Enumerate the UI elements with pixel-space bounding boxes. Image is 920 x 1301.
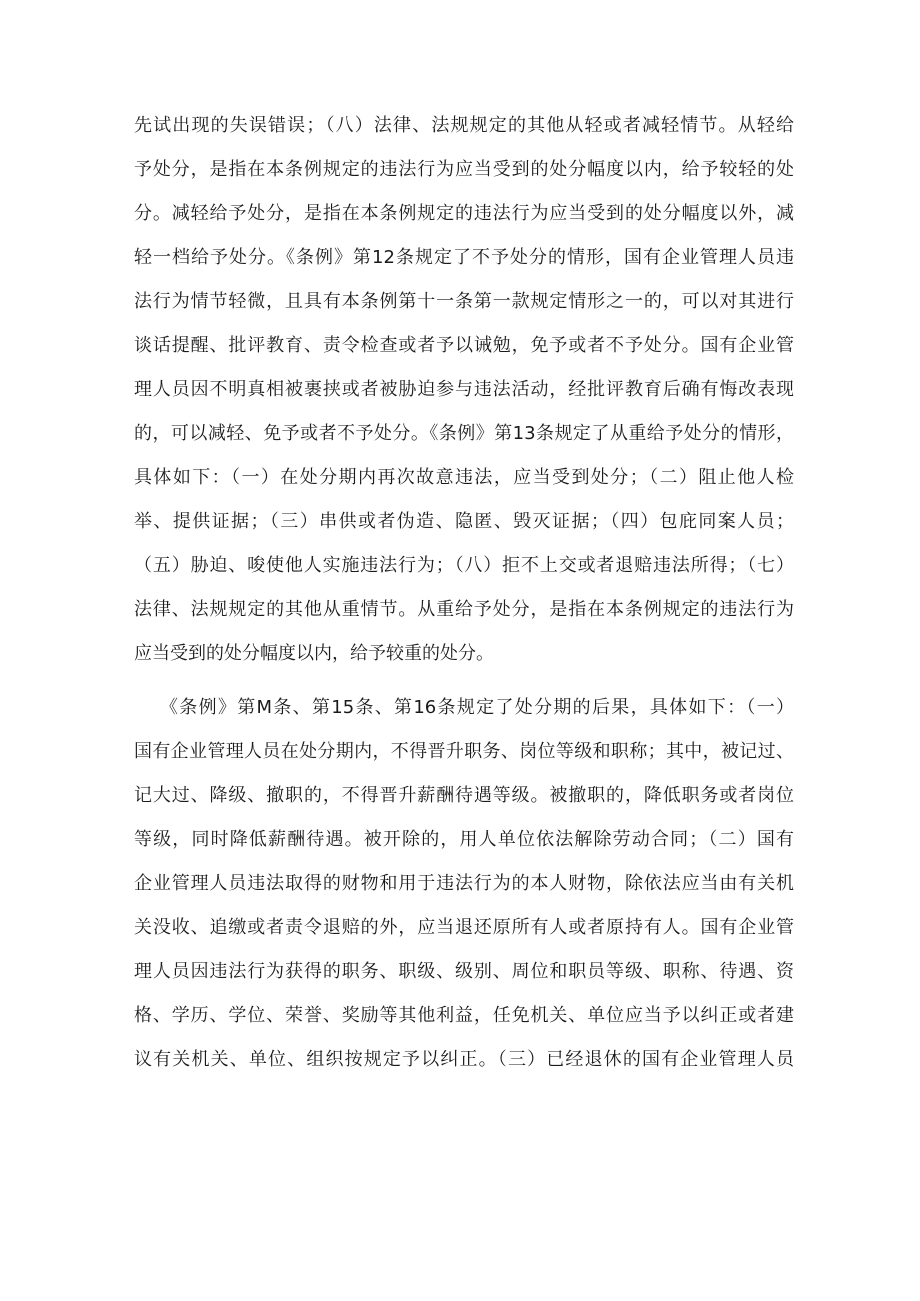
paragraph-1-line-2: 予处分，是指在本条例规定的违法行为应当受到的处分幅度以内，给予较轻的处 xyxy=(134,159,794,180)
paragraph-2-line-2: 国有企业管理人员在处分期内，不得晋升职务、岗位等级和职称；其中，被记过、 xyxy=(134,741,794,762)
paragraph-1-line-11: （五）胁迫、唆使他人实施违法行为；（八）拒不上交或者退赔违法所得；（七） xyxy=(134,555,794,576)
paragraph-1-line-8: 的，可以减轻、免予或者不予处分。《条例》第13条规定了从重给予处分的情形， xyxy=(134,423,794,444)
paragraph-1-line-13: 应当受到的处分幅度以内，给予较重的处分。 xyxy=(134,643,494,664)
paragraph-1-line-3: 分。减轻给予处分，是指在本条例规定的违法行为应当受到的处分幅度以外，减 xyxy=(134,203,794,224)
paragraph-2-line-6: 关没收、追缴或者责令退赔的外，应当退还原所有人或者原持有人。国有企业管 xyxy=(134,917,794,938)
paragraph-2-line-7: 理人员因违法行为获得的职务、职级、级别、周位和职员等级、职称、待遇、资 xyxy=(134,961,794,982)
paragraph-2-line-8: 格、学历、学位、荣誉、奖励等其他利益，任免机关、单位应当予以纠正或者建 xyxy=(134,1005,794,1026)
paragraph-1-line-9: 具体如下：（一）在处分期内再次故意违法，应当受到处分；（二）阻止他人检 xyxy=(134,467,794,488)
paragraph-1-line-4: 轻一档给予处分。《条例》第12条规定了不予处分的情形，国有企业管理人员违 xyxy=(134,247,794,268)
paragraph-2-line-5: 企业管理人员违法取得的财物和用于违法行为的本人财物，除依法应当由有关机 xyxy=(134,873,794,894)
paragraph-1-line-6: 谈话提醒、批评教育、责令检查或者予以诫勉，免予或者不予处分。国有企业管 xyxy=(134,335,794,356)
paragraph-1-line-5: 法行为情节轻微，且具有本条例第十一条第一款规定情形之一的，可以对其进行 xyxy=(134,291,794,312)
paragraph-1-line-12: 法律、法规规定的其他从重情节。从重给予处分，是指在本条例规定的违法行为 xyxy=(134,599,794,620)
paragraph-1-line-10: 举、提供证据；（三）串供或者伪造、隐匿、毁灭证据；（四）包庇同案人员； xyxy=(134,511,794,532)
paragraph-1-line-7: 理人员因不明真相被裹挟或者被胁迫参与违法活动，经批评教育后确有悔改表现 xyxy=(134,379,794,400)
paragraph-1-line-1: 先试出现的失误错误；（八）法律、法规规定的其他从轻或者减轻情节。从轻给 xyxy=(134,115,794,136)
paragraph-2-line-9: 议有关机关、单位、组织按规定予以纠正。（三）已经退休的国有企业管理人员 xyxy=(134,1049,794,1070)
paragraph-2-line-1: 《条例》第M条、第15条、第16条规定了处分期的后果，具体如下：（一） xyxy=(160,697,794,718)
paragraph-2-line-4: 等级，同时降低薪酬待遇。被开除的，用人单位依法解除劳动合同；（二）国有 xyxy=(134,829,794,850)
paragraph-2-line-3: 记大过、降级、撤职的，不得晋升薪酬待遇等级。被撤职的，降低职务或者岗位 xyxy=(134,785,794,806)
